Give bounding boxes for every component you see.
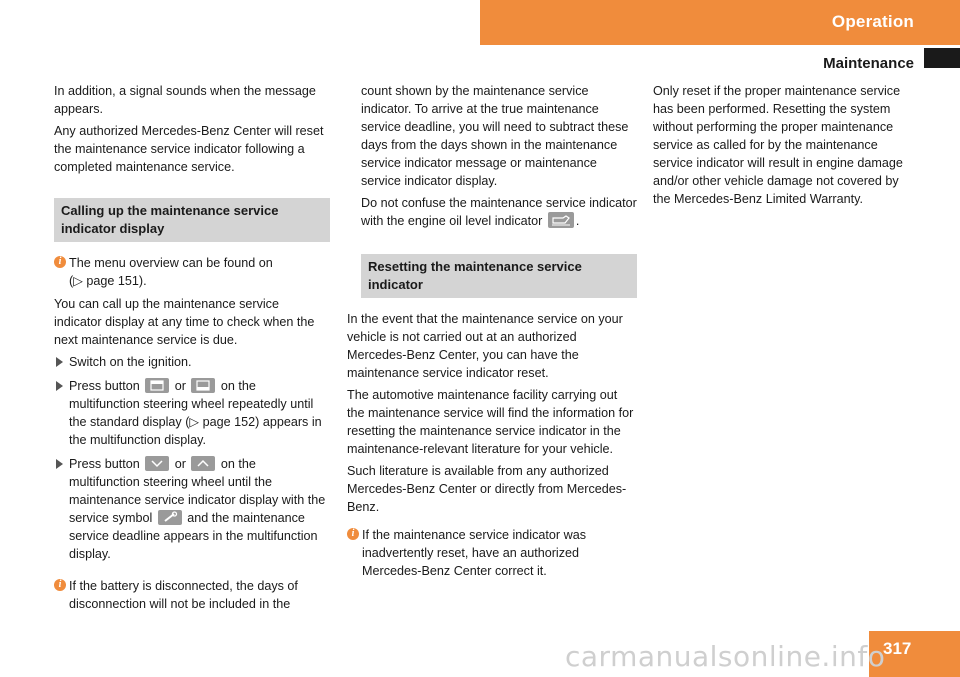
paragraph: count shown by the maintenance service indicator. To arrive at the true maintenance service deadline, you will need to subtract these days from the days shown in the maintenance service indicator message or maintenance service indicator display. [361,84,629,188]
step-text: on the multifunction steering wheel until the maintenance service indicator display with the service symbol [69,457,326,525]
step [54,455,330,563]
info-text: The menu overview can be found on [69,256,273,270]
step-text: and the maintenance service deadline appears in the multifunction display. [69,511,318,561]
step-text: Switch on the ignition. [69,355,192,369]
info-icon: i [347,528,359,540]
chevron-down-button-icon [145,456,169,471]
section-title: Operation [831,12,914,31]
info-note [54,254,330,290]
step-text: or [174,379,186,393]
arrow-bullet-icon [56,459,63,469]
section-marker [924,48,960,68]
step [54,377,330,449]
section-tab [480,0,960,45]
paragraph: In addition, a signal sounds when the message appears. [54,84,316,116]
info-icon: i [54,256,66,268]
paragraph-text: . [575,214,580,228]
paragraph: The automotive maintenance facility carrying out the maintenance service will find the information for resetting the maintenance service indicator in the maintenance-relevant literature for your vehicle. [347,388,634,456]
column-2 [347,82,637,585]
step-text: on the multifunction steering wheel repeatedly until the standard display (▷ page 152) appears in the multifunction display. [69,379,322,447]
step [54,353,330,371]
display-prev-button-icon [145,378,169,393]
paragraph-text: Do not confuse the maintenance service indicator with the engine oil level indicator [361,196,637,228]
info-text: If the battery is disconnected, the days of disconnection will not be included in the [69,579,298,611]
paragraph: Such literature is available from any authorized Mercedes-Benz Center or directly from Mercedes-Benz. [347,464,627,514]
paragraph: Any authorized Mercedes-Benz Center will reset the maintenance service indicator following a completed maintenance service. [54,124,324,174]
info-note [347,526,637,580]
arrow-bullet-icon [56,357,63,367]
chevron-up-button-icon [191,456,215,471]
display-next-button-icon [191,378,215,393]
section-heading: Resetting the maintenance service indicator [361,254,637,298]
oil-can-icon [548,212,574,228]
info-icon: i [54,579,66,591]
info-text: If the maintenance service indicator was inadvertently reset, have an authorized Mercedes-Benz Center correct it. [362,528,587,578]
step-text: Press button [69,457,140,471]
step-text: Press button [69,379,140,393]
paragraph: Only reset if the proper maintenance service has been performed. Resetting the system without performing the proper maintenance service as called for by the maintenance service indicator will result in engine damage and/or other vehicle damage not covered by the Mercedes-Benz Limited Warranty. [653,84,903,206]
wrench-icon [158,510,182,525]
info-note [54,577,330,613]
column-1 [54,82,330,618]
page-number: 317 [883,639,912,658]
section-heading: Calling up the maintenance service indicator display [54,198,330,242]
step-text: or [174,457,186,471]
arrow-bullet-icon [56,381,63,391]
watermark: carmanualsonline.info [565,640,886,673]
paragraph: You can call up the maintenance service indicator display at any time to check when the next maintenance service is due. [54,297,315,347]
page-reference: (▷ page 151). [69,274,147,288]
paragraph [361,194,637,230]
paragraph: In the event that the maintenance service on your vehicle is not carried out at an authorized Mercedes-Benz Center, you can have the maintenance service indicator reset. [347,312,623,380]
subsection-title: Maintenance [823,55,914,72]
column-3 [653,82,917,212]
